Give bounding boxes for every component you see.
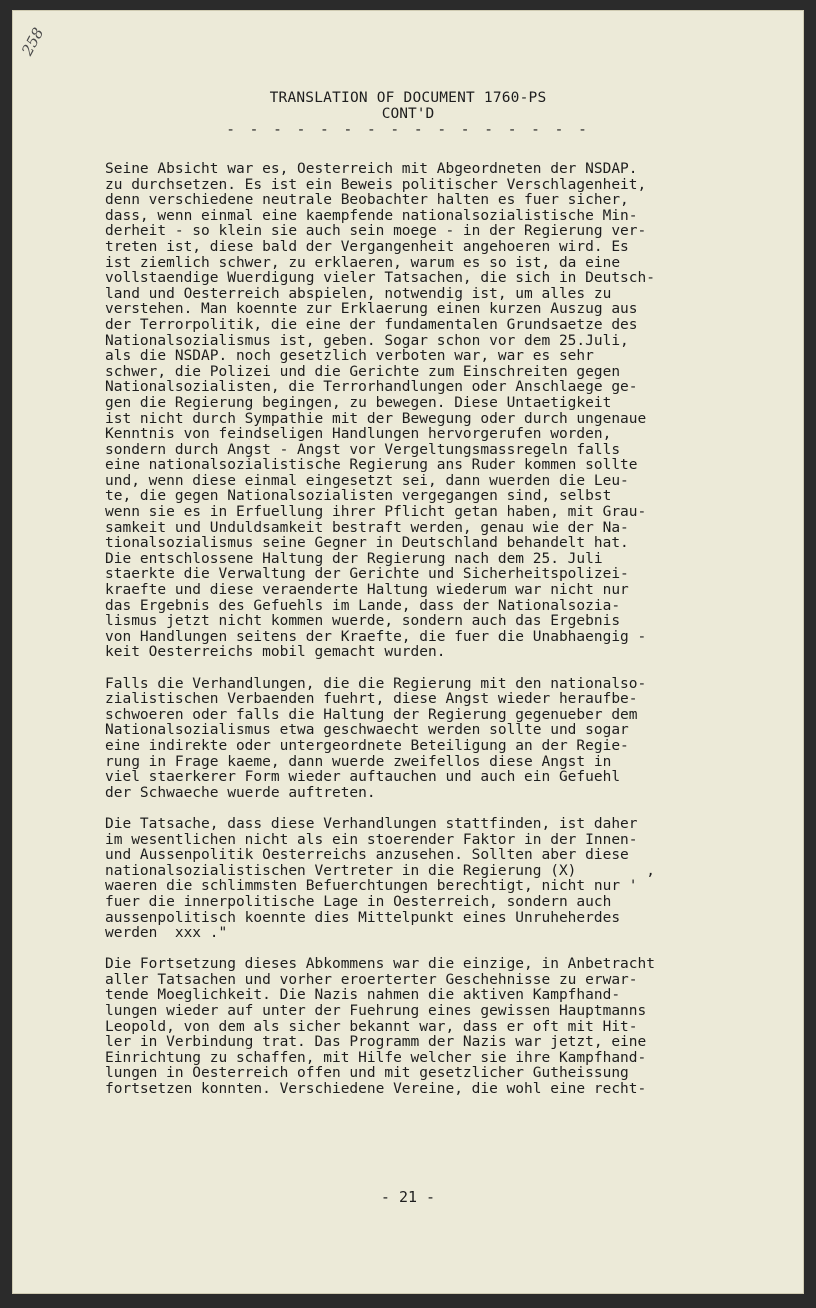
text-line: lungen wieder auf unter der Fuehrung eines gewissen Hauptmanns (105, 1004, 647, 1020)
header-dashed-rule: - - - - - - - - - - - - - - - - (226, 122, 590, 138)
text-line: land und Oesterreich abspielen, notwendig ist, um alles zu (105, 286, 612, 302)
handwritten-page-number: 258 (18, 24, 48, 59)
text-line: der Schwaeche wuerde auftreten. (105, 785, 376, 801)
paragraph (105, 162, 731, 661)
text-line: wenn sie es in Erfuellung ihrer Pflicht getan haben, mit Grau- (105, 505, 647, 521)
paragraph (105, 817, 731, 942)
text-line: te, die gegen Nationalsozialisten vergegangen sind, selbst (105, 489, 612, 505)
text-line: ler in Verbindung trat. Das Programm der Nazis war jetzt, eine (105, 1035, 647, 1051)
text-line: und, wenn diese einmal eingesetzt sei, dann wuerden die Leu- (105, 473, 629, 489)
text-line: staerkte die Verwaltung der Gerichte und Sicherheitspolizei- (105, 567, 629, 583)
text-line: zialistischen Verbaenden fuehrt, diese Angst wieder heraufbe- (105, 692, 638, 708)
text-line: von Handlungen seitens der Kraefte, die fuer die Unabhaengig - (105, 629, 647, 645)
text-line: werden xxx ." (105, 926, 228, 942)
text-line: treten ist, diese bald der Vergangenheit angehoeren wird. Es (105, 239, 629, 255)
text-line: Die Tatsache, dass diese Verhandlungen stattfinden, ist daher (105, 816, 638, 832)
paragraph (105, 957, 731, 1097)
text-line: waeren die schlimmsten Befuerchtungen berechtigt, nicht nur ' (105, 879, 638, 895)
text-line: kraefte und diese veraenderte Haltung wiederum war nicht nur (105, 583, 629, 599)
text-line: ist nicht durch Sympathie mit der Bewegung oder durch ungenaue (105, 411, 647, 427)
text-line: als die NSDAP. noch gesetzlich verboten war, war es sehr (105, 349, 594, 365)
text-line: dass, wenn einmal eine kaempfende nationalsozialistische Min- (105, 208, 638, 224)
text-line: sondern durch Angst - Angst vor Vergeltungsmassregeln falls (105, 442, 621, 458)
text-line: und Aussenpolitik Oesterreichs anzusehen. Sollten aber diese (105, 848, 629, 864)
text-line: Nationalsozialismus ist, geben. Sogar schon vor dem 25.Juli, (105, 333, 629, 349)
text-line: eine indirekte oder untergeordnete Beteiligung an der Regie- (105, 738, 629, 754)
text-line: Seine Absicht war es, Oesterreich mit Abgeordneten der NSDAP. (105, 162, 638, 177)
text-line: lungen in Oesterreich offen und mit gesetzlicher Gutheissung (105, 1066, 629, 1082)
text-line: eine nationalsozialistische Regierung ans Ruder kommen sollte (105, 458, 638, 474)
text-line: der Terrorpolitik, die eine der fundamentalen Grundsaetze des (105, 317, 638, 333)
document-page (12, 10, 804, 1294)
document-title: TRANSLATION OF DOCUMENT 1760-PS (269, 90, 547, 106)
text-line: samkeit und Unduldsamkeit bestraft werden, genau wie der Na- (105, 520, 629, 536)
text-line: denn verschiedene neutrale Beobachter halten es fuer sicher, (105, 193, 629, 209)
text-line: gen die Regierung begingen, zu bewegen. Diese Untaetigkeit (105, 395, 612, 411)
text-line: keit Oesterreichs mobil gemacht wurden. (105, 645, 446, 661)
text-line: lismus jetzt nicht kommen wuerde, sondern auch das Ergebnis (105, 614, 621, 630)
text-line: derheit - so klein sie auch sein moege - in der Regierung ver- (105, 224, 647, 240)
text-line: tende Moeglichkeit. Die Nazis nahmen die aktiven Kampfhand- (105, 988, 621, 1004)
text-line: verstehen. Man koennte zur Erklaerung einen kurzen Auszug aus (105, 302, 638, 318)
text-line: Die entschlossene Haltung der Regierung nach dem 25. Juli (105, 551, 603, 567)
text-line: Nationalsozialisten, die Terrorhandlungen oder Anschlaege ge- (105, 380, 638, 396)
text-line: nationalsozialistischen Vertreter in die Regierung (X) , (105, 863, 655, 879)
text-line: viel staerkerer Form wieder auftauchen und auch ein Gefuehl (105, 770, 621, 786)
text-line: fuer die innerpolitische Lage in Oesterreich, sondern auch (105, 894, 612, 910)
text-line: im wesentlichen nicht als ein stoerender Faktor in der Innen- (105, 832, 638, 848)
text-line: Die Fortsetzung dieses Abkommens war die einzige, in Anbetracht (105, 957, 655, 973)
text-line: Nationalsozialismus etwa geschwaecht werden sollte und sogar (105, 723, 629, 739)
document-header (12, 90, 804, 138)
text-line: rung in Frage kaeme, dann wuerde zweifellos diese Angst in (105, 754, 612, 770)
text-line: aussenpolitisch koennte dies Mittelpunkt eines Unruheherdes (105, 910, 621, 926)
text-line: das Ergebnis des Gefuehls im Lande, dass der Nationalsozia- (105, 598, 621, 614)
text-line: fortsetzen konnten. Verschiedene Vereine, die wohl eine recht- (105, 1082, 647, 1098)
text-line: vollstaendige Wuerdigung vieler Tatsachen, die sich in Deutsch- (105, 271, 655, 287)
document-subtitle: CONT'D (381, 106, 435, 122)
text-line: tionalsozialismus seine Gegner in Deutschland behandelt hat. (105, 536, 629, 552)
document-body (105, 162, 731, 1113)
text-line: Falls die Verhandlungen, die die Regierung mit den nationalso- (105, 676, 647, 692)
text-line: aller Tatsachen und vorher eroerterter Geschehnisse zu erwar- (105, 972, 638, 988)
paragraph (105, 677, 731, 802)
text-line: schwer, die Polizei und die Gerichte zum Einschreiten gegen (105, 364, 621, 380)
text-line: schwoeren oder falls die Haltung der Regierung gegenueber dem (105, 707, 638, 723)
page-number: - 21 - (380, 1188, 436, 1206)
text-line: ist ziemlich schwer, zu erklaeren, warum es so ist, da eine (105, 255, 621, 271)
text-line: zu durchsetzen. Es ist ein Beweis politischer Verschlagenheit, (105, 177, 647, 193)
text-line: Leopold, von dem als sicher bekannt war, dass er oft mit Hit- (105, 1019, 638, 1035)
text-line: Einrichtung zu schaffen, mit Hilfe welcher sie ihre Kampfhand- (105, 1050, 647, 1066)
text-line: Kenntnis von feindseligen Handlungen hervorgerufen worden, (105, 427, 612, 443)
